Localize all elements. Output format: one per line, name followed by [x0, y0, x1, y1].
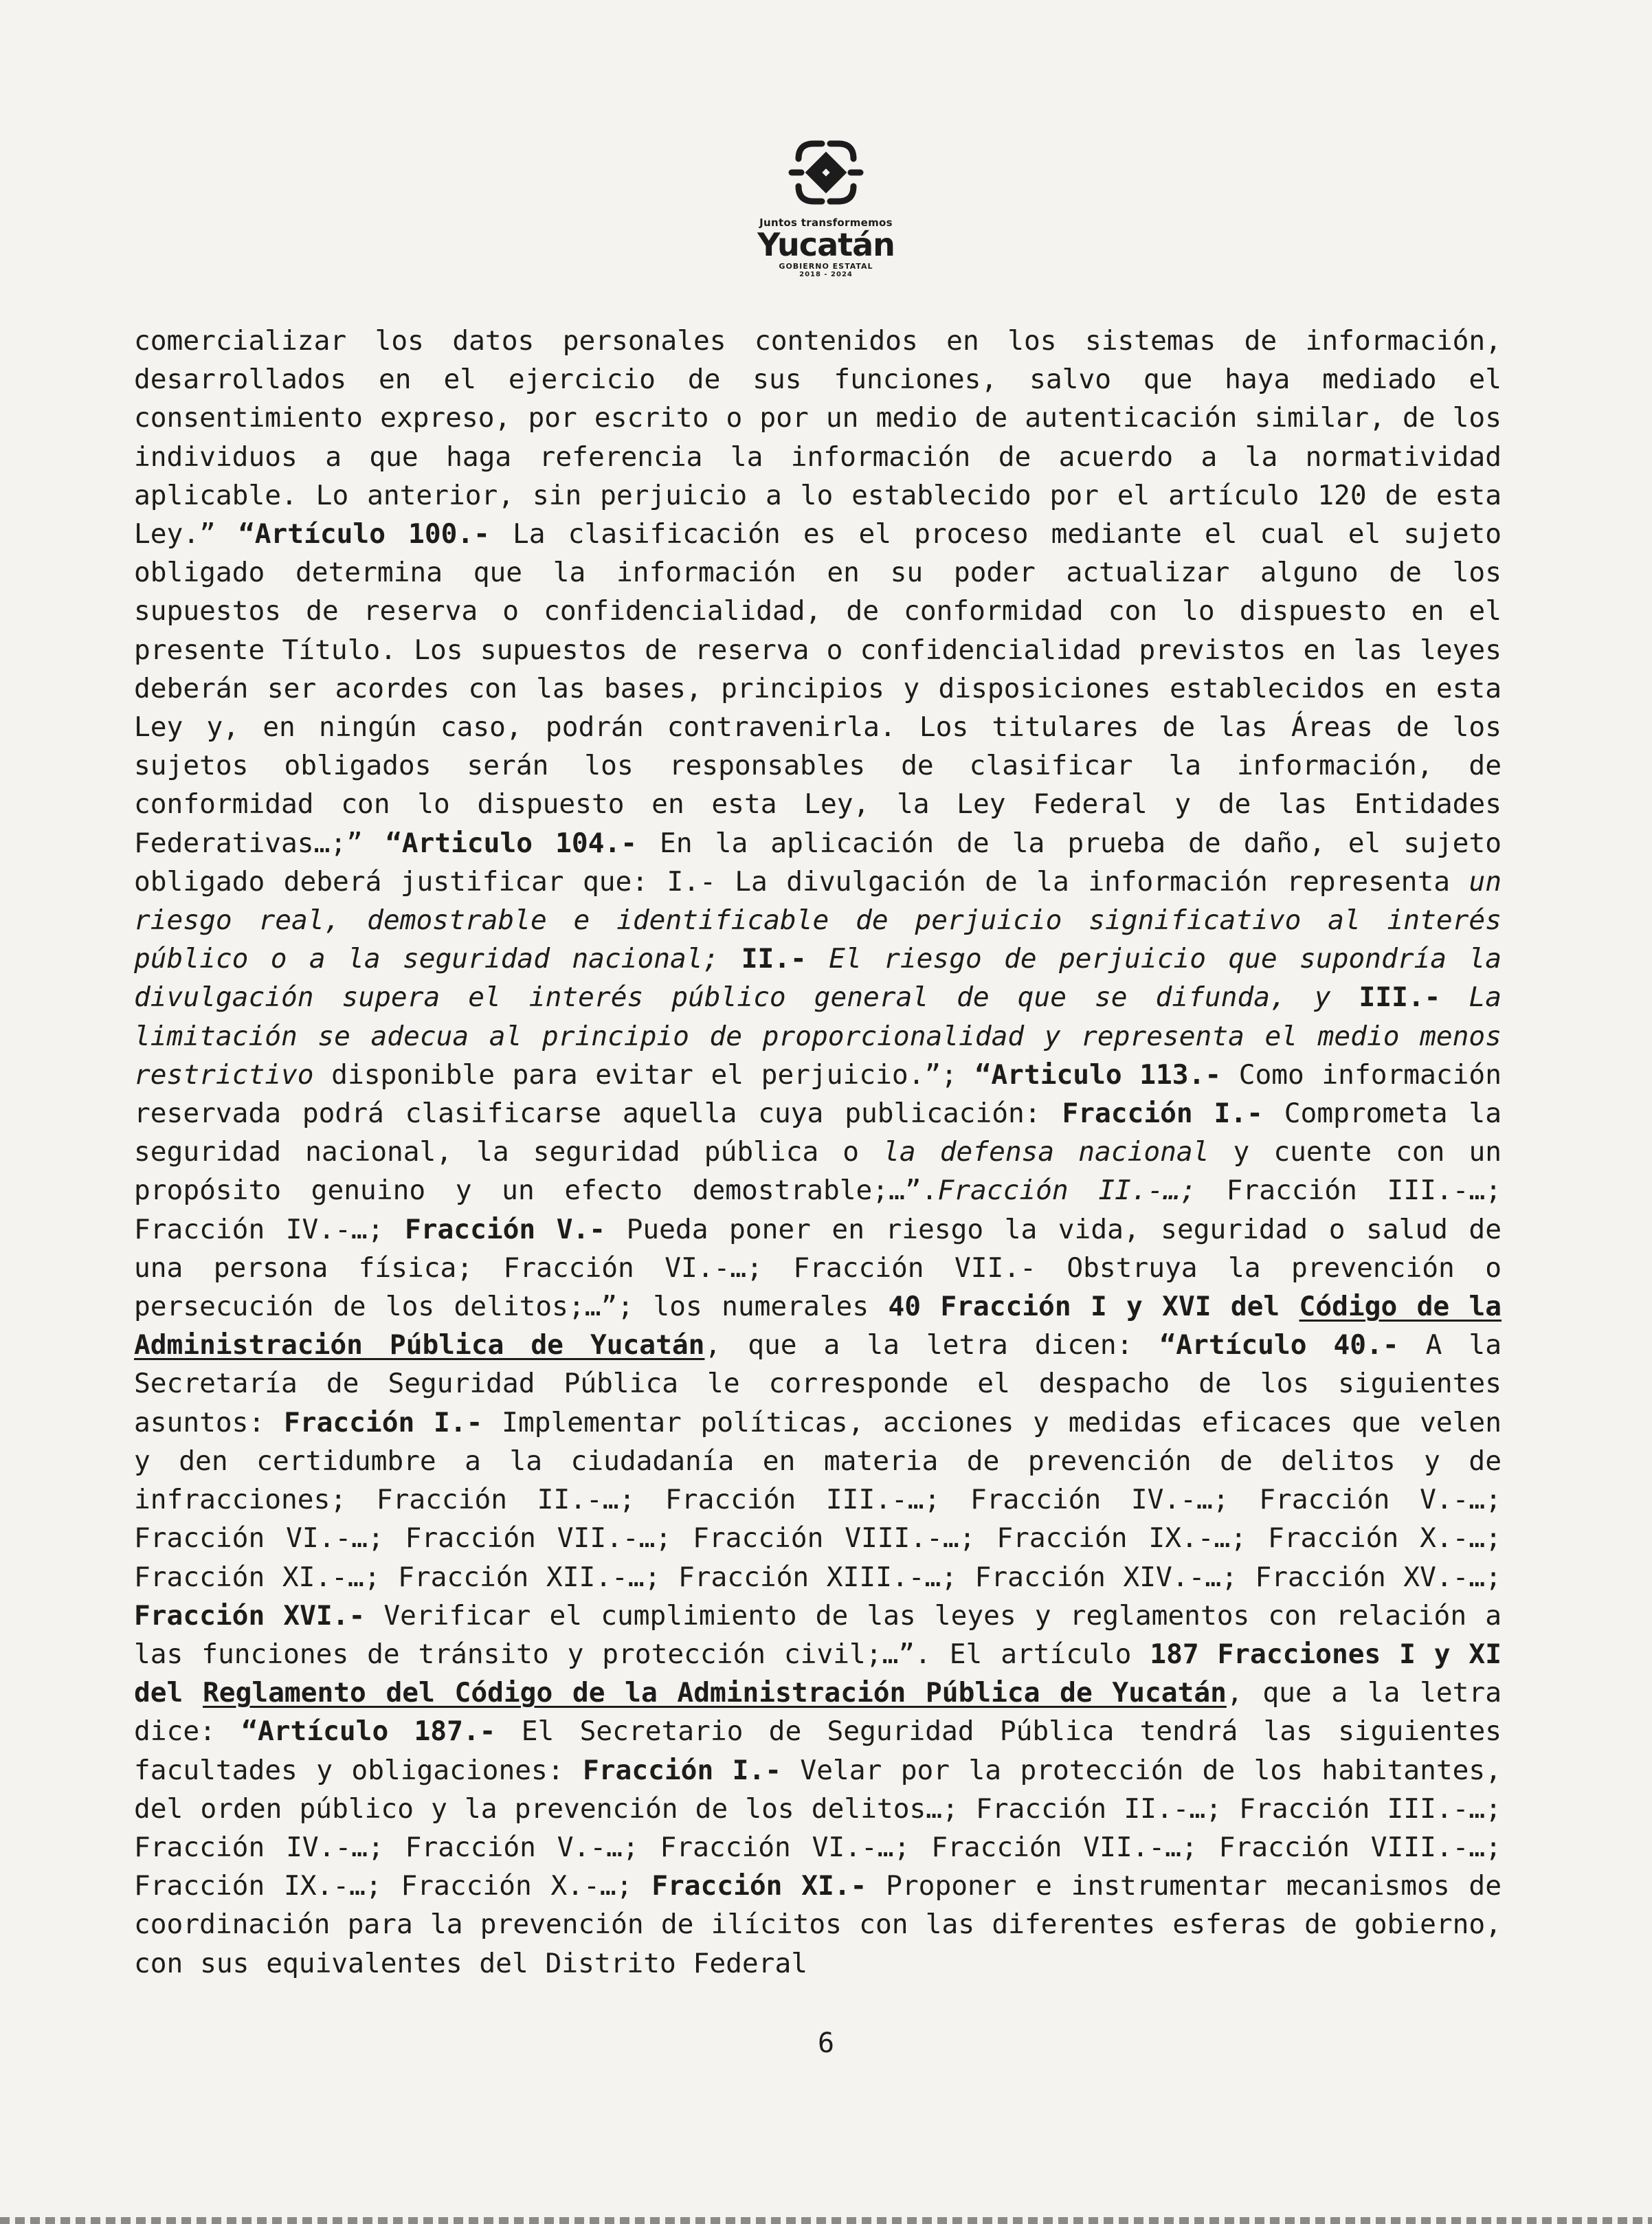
italic-text-segment: la defensa nacional [883, 1136, 1209, 1168]
header-logo [742, 134, 910, 278]
logo-subtitle: GOBIERNO ESTATAL [779, 262, 873, 271]
body-text-segment: El Secretario de Seguridad Pública tendrá las siguientes facultades y obligaciones: [134, 1715, 1502, 1786]
fraction-v-heading: Fracción V.- [404, 1213, 606, 1245]
logo-name: Yucatán [757, 226, 895, 263]
body-text-segment: A la Secretaría de Seguridad Pública le corresponde el despacho de los siguientes asuntos: [134, 1329, 1502, 1438]
fraction-ii-heading: II.- [719, 943, 807, 975]
body-text-segment: , que a la letra dicen: [704, 1329, 1160, 1361]
reglamento-title: Reglamento del Código de la Administración Pública de Yucatán [203, 1677, 1227, 1709]
body-text-segment: Comprometa la seguridad nacional, la seguridad pública o [134, 1098, 1502, 1168]
logo-years: 2018 - 2024 [799, 271, 853, 278]
numerals-reference: 40 Fracción I y XVI del [888, 1291, 1280, 1323]
body-text-segment: Pueda poner en riesgo la vida, seguridad o salud de una persona física; Fracción VI.-…; Fracción VII.- Obstruya la prevención o persecución de los delitos;…”; los numerales [134, 1213, 1502, 1323]
fraction-iii-heading: III.- [1330, 981, 1441, 1014]
page-number: 6 [817, 2027, 835, 2059]
body-text-segment: Verificar el cumplimiento de las leyes y reglamentos con relación a las funciones de tránsito y protección civil;…”. El artículo [134, 1599, 1502, 1670]
fraction-i-heading: Fracción I.- [582, 1754, 781, 1786]
body-text-segment: Velar por la protección de los habitantes, del orden público y la prevención de los delitos…; Fracción II.-…; Fracción III.-…; Fracción IV.-…; Fracción V.-…; Fracción VI.-…; Fracción VII.-…; Fracción VIII.-…; Fracción IX.-…; Fracción X.-…; [134, 1754, 1502, 1902]
article-187-reference: 187 Fracciones I y XI del [134, 1638, 1502, 1709]
italic-text-segment: Fracción II.-…; [937, 1175, 1197, 1207]
logo-tagline: Juntos transformemos [759, 216, 893, 229]
body-text-segment: Implementar políticas, acciones y medidas eficaces que velen y den certidumbre a la ciudadanía en materia de prevención de delitos y de infracciones; Fracción II.-…; Fracción III.-…; Fracción IV.-…; Fracción V.-…; Fracción VI.-…; Fracción VII.-…; Fracción VIII.-…; Fracción IX.-…; Fracción X.-…; Fracción XI.-…; Fracción XII.-…; Fracción XIII.-…; Fracción XIV.-…; Fracción XV.-…; [134, 1406, 1502, 1593]
article-113-heading: “Articulo 113.- [974, 1058, 1222, 1091]
body-text-segment: En la aplicación de la prueba de daño, el sujeto obligado deberá justificar que: I.- La divulgación de la información representa [134, 827, 1502, 898]
body-text-segment [1280, 1291, 1299, 1322]
article-40-heading: “Artículo 40.- [1159, 1329, 1399, 1361]
italic-text-segment: un riesgo real, demostrable e identificable de perjuicio significativo al interés público o a la seguridad nacional; [134, 865, 1502, 975]
article-100-heading: “Artículo 100.- [238, 518, 490, 551]
scan-bottom-edge [0, 2217, 1652, 2224]
body-text-segment: y cuente con un propósito genuino y un efecto demostrable;…”. [134, 1136, 1502, 1207]
article-187-heading: “Artículo 187.- [241, 1715, 496, 1748]
fraction-xvi-heading: Fracción XVI.- [134, 1599, 366, 1632]
italic-text-segment: El riesgo de perjuicio que supondría la divulgación supera el interés público general de que se difunda, y [134, 943, 1502, 1014]
body-text-segment: , que a la letra dice: [134, 1677, 1502, 1748]
body-text-segment [183, 1677, 203, 1709]
body-text-segment: Fracción III.-…; Fracción IV.-…; [134, 1175, 1502, 1245]
fraction-i-heading: Fracción I.- [1062, 1098, 1263, 1130]
body-text-segment: Como información reservada podrá clasificarse aquella cuya publicación: [134, 1058, 1502, 1130]
body-text-segment: comercializar los datos personales contenidos en los sistemas de información, desarrollados en el ejercicio de sus funciones, salvo que haya mediado el consentimiento expreso, por escrito o por un medio de autenticación similar, de los individuos a que haga referencia la información de acuerdo a la normatividad aplicable. Lo anterior, sin perjuicio a lo establecido por el artículo 120 de esta Ley.” [134, 325, 1502, 551]
body-text-segment: Proponer e instrumentar mecanismos de coordinación para la prevención de ilícitos con las diferentes esferas de gobierno, con sus equivalentes del Distrito Federal [134, 1870, 1502, 1979]
fraction-xi-heading: Fracción XI.- [651, 1870, 867, 1902]
fraction-i-heading: Fracción I.- [284, 1406, 483, 1438]
body-text-segment: La clasificación es el proceso mediante el cual el sujeto obligado determina que la información en su poder actualizar alguno de los supuestos de reserva o confidencialidad, de conformidad con lo dispuesto en el presente Título. Los supuestos de reserva o confidencialidad previstos en las leyes deberán ser acordes con las bases, principios y disposiciones establecidos en esta Ley y, en ningún caso, podrán contravenirla. Los titulares de las Áreas de los sujetos obligados serán los responsables de clasificar la información, de conformidad con lo dispuesto en esta Ley, la Ley Federal y de las Entidades Federativas…;” [134, 518, 1502, 859]
body-text-segment: disponible para evitar el perjuicio.”; [313, 1058, 975, 1091]
article-104-heading: “Articulo 104.- [386, 827, 637, 859]
body-paragraph [134, 322, 1502, 1983]
codigo-administracion-title: Código de la Administración Pública de Yucatán [134, 1291, 1502, 1361]
yucatan-government-logo-icon [788, 134, 864, 211]
italic-text-segment: La limitación se adecua al principio de proporcionalidad y representa el medio menos restrictivo [134, 981, 1502, 1091]
